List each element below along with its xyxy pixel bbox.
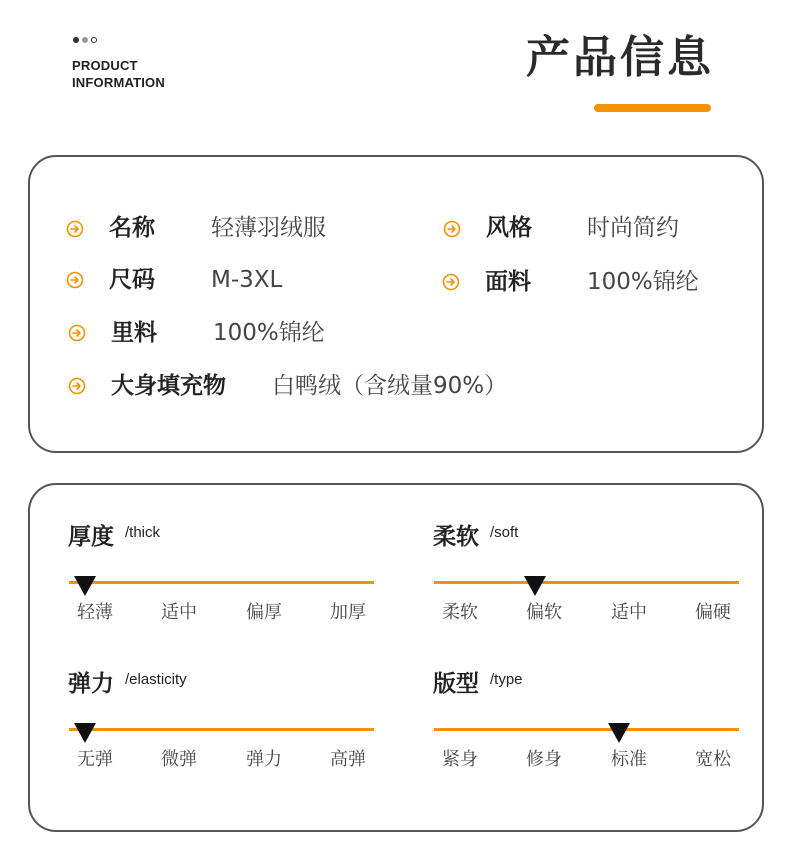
circle-arrow-right-icon (443, 220, 461, 238)
rating-title-elasticity: 弹力 (68, 671, 114, 697)
dot-icon (82, 37, 88, 43)
circle-arrow-right-icon (442, 273, 460, 291)
info-value-style: 时尚简约 (587, 215, 679, 241)
info-label-lining: 里料 (111, 320, 157, 346)
rating-option: 适中 (161, 602, 197, 623)
dot-icon (91, 37, 97, 43)
rating-option: 宽松 (695, 749, 731, 770)
rating-marker-icon (74, 576, 96, 596)
rating-option: 轻薄 (77, 602, 113, 623)
rating-marker-icon (608, 723, 630, 743)
circle-arrow-right-icon (66, 220, 84, 238)
rating-marker-icon (524, 576, 546, 596)
circle-arrow-right-icon (68, 324, 86, 342)
info-label-size: 尺码 (109, 267, 155, 293)
rating-option: 偏硬 (695, 602, 731, 623)
info-value-filling: 白鸭绒（含绒量90%） (272, 373, 508, 399)
rating-option: 高弹 (330, 749, 366, 770)
rating-subtitle-fit: /type (490, 671, 523, 688)
pagination-dots (73, 37, 97, 43)
info-value-lining: 100%锦纶 (213, 320, 325, 346)
circle-arrow-right-icon (66, 271, 84, 289)
rating-option: 柔软 (442, 602, 478, 623)
title-underline-bar (594, 104, 711, 112)
rating-option: 适中 (611, 602, 647, 623)
info-label-style: 风格 (486, 215, 532, 241)
rating-option: 微弹 (161, 749, 197, 770)
rating-scale-line (434, 728, 739, 731)
rating-option: 偏厚 (246, 602, 282, 623)
rating-option: 无弹 (77, 749, 113, 770)
rating-title-softness: 柔软 (433, 524, 479, 550)
info-value-name: 轻薄羽绒服 (211, 215, 326, 241)
english-title-line1: PRODUCT (72, 58, 138, 73)
rating-option: 偏软 (526, 602, 562, 623)
rating-scale-line (434, 581, 739, 584)
page-title: 产品信息 (526, 32, 714, 83)
info-label-name: 名称 (109, 215, 155, 241)
english-title (72, 57, 165, 91)
info-value-fabric: 100%锦纶 (587, 269, 699, 295)
rating-marker-icon (74, 723, 96, 743)
info-label-fabric: 面料 (485, 269, 531, 295)
circle-arrow-right-icon (68, 377, 86, 395)
dot-icon (73, 37, 79, 43)
rating-option: 标准 (611, 749, 647, 770)
ratings-card (28, 483, 764, 832)
rating-subtitle-elasticity: /elasticity (125, 671, 187, 688)
rating-scale-line (69, 728, 374, 731)
rating-option: 修身 (526, 749, 562, 770)
english-title-line2: INFORMATION (72, 75, 165, 90)
rating-title-fit: 版型 (433, 671, 479, 697)
rating-scale-line (69, 581, 374, 584)
rating-title-thickness: 厚度 (68, 524, 114, 550)
info-value-size: M-3XL (211, 267, 283, 293)
rating-option: 紧身 (442, 749, 478, 770)
product-info-card (28, 155, 764, 453)
info-label-filling: 大身填充物 (111, 373, 226, 399)
rating-subtitle-thickness: /thick (125, 524, 161, 541)
rating-option: 弹力 (246, 749, 282, 770)
rating-option: 加厚 (330, 602, 366, 623)
rating-subtitle-softness: /soft (490, 524, 519, 541)
